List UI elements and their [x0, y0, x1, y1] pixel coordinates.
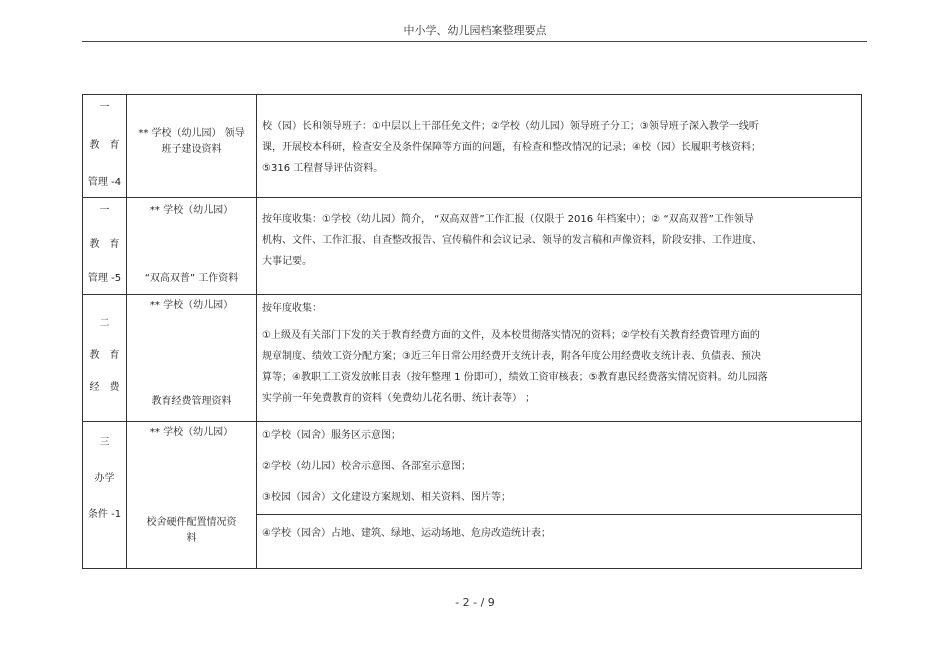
content-line: ①上级及有关部门下发的关于教育经费方面的文件，及本校贯彻落实情况的资料；②学校有关教育经费管理方面的	[262, 330, 760, 341]
subject-line: ** 学校（幼儿园）	[149, 427, 234, 438]
content-cell	[257, 515, 862, 569]
subject-line: “双高双普” 工作资料	[144, 273, 239, 284]
subject-cell	[127, 422, 257, 569]
content-cell	[257, 95, 862, 198]
content-line: ③校园（园舍）文化建设方案规划、相关资料、图片等；	[262, 492, 511, 503]
content-line: 实学前一年免费教育的资料（免费幼儿花名册、统计表等） ；	[262, 393, 536, 404]
page-header-title: 中小学、幼儿园档案整理要点	[403, 24, 547, 37]
content-line: ⑤316 工程督导评估资料。	[262, 163, 384, 174]
content-line: 按年度收集：①学校（幼儿园）简介， “双高双普”工作汇报（仅限于 2016 年档案中）；② “双高双普”工作领导	[262, 214, 754, 225]
category-line: 经 费	[89, 382, 120, 393]
content-line: 课，开展校本科研，检查安全及条件保障等方面的问题，有检查和整改情况的记录；④校（园）长履职考核资料；	[262, 142, 761, 153]
content-line: 机构、文件、工作汇报、自查整改报告、宣传稿件和会议记录、领导的发言稿和声像资料，阶段安排、工作进度、	[262, 235, 762, 246]
category-cell	[83, 295, 127, 422]
category-line: 管理 -5	[87, 273, 122, 284]
content-line: 规章制度、绩效工资分配方案；③近三年日常公用经费开支统计表，附各年度公用经费收支统计表、负债表、预决	[262, 351, 761, 362]
category-line: 条件 -1	[87, 509, 122, 520]
subject-line: ** 学校（幼儿园）	[149, 300, 234, 311]
content-cell	[257, 295, 862, 422]
category-line: 二	[99, 318, 110, 329]
subject-line: ** 学校（幼儿园） 领导	[138, 128, 245, 139]
content-line: ④学校（园舍）占地、建筑、绿地、运动场地、危房改造统计表；	[262, 528, 551, 539]
category-line: 教 育	[89, 139, 120, 151]
category-cell	[83, 422, 127, 569]
category-line: 教 育	[89, 350, 120, 361]
subject-line: 班子建设资料	[161, 144, 222, 155]
category-line: 管理 -4	[87, 177, 122, 188]
content-line: 按年度收集：	[262, 303, 322, 314]
content-cell	[257, 198, 862, 295]
table-row	[83, 295, 862, 422]
category-line: 一	[99, 205, 110, 216]
content-cell	[257, 422, 862, 515]
content-line: 大事记要。	[262, 256, 312, 267]
content-line: ①学校（园舍）服务区示意图；	[262, 430, 401, 441]
subject-line: 教育经费管理资料	[151, 396, 232, 407]
category-line: 一	[99, 102, 110, 113]
table-row	[83, 422, 862, 515]
content-line: ②学校（幼儿园）校舍示意图、各部室示意图；	[262, 461, 471, 472]
content-line: 校（园）长和领导班子：①中层以上干部任免文件；②学校（幼儿园）领导班子分工；③领导班子深入教学一线听	[262, 121, 759, 132]
subject-line: 校舍硬件配置情况资	[146, 517, 237, 528]
category-line: 教 育	[89, 239, 120, 250]
category-line: 办学	[94, 473, 115, 484]
subject-cell	[127, 198, 257, 295]
category-cell	[83, 198, 127, 295]
table-row	[83, 95, 862, 198]
category-cell	[83, 95, 127, 198]
content-line: 算等；④教职工工资发放帐目表（按年整理 1 份即可），绩效工资审核表；⑤教育惠民经费落实情况资料。幼儿园落	[262, 372, 768, 383]
subject-line: ** 学校（幼儿园）	[149, 205, 234, 216]
subject-cell	[127, 95, 257, 198]
table-row	[83, 198, 862, 295]
category-line: 三	[99, 437, 110, 448]
header-divider	[82, 41, 867, 42]
subject-line: 料	[186, 533, 197, 544]
subject-cell	[127, 295, 257, 422]
page-number: - 2 - / 9	[455, 596, 495, 609]
archive-table	[82, 94, 862, 569]
